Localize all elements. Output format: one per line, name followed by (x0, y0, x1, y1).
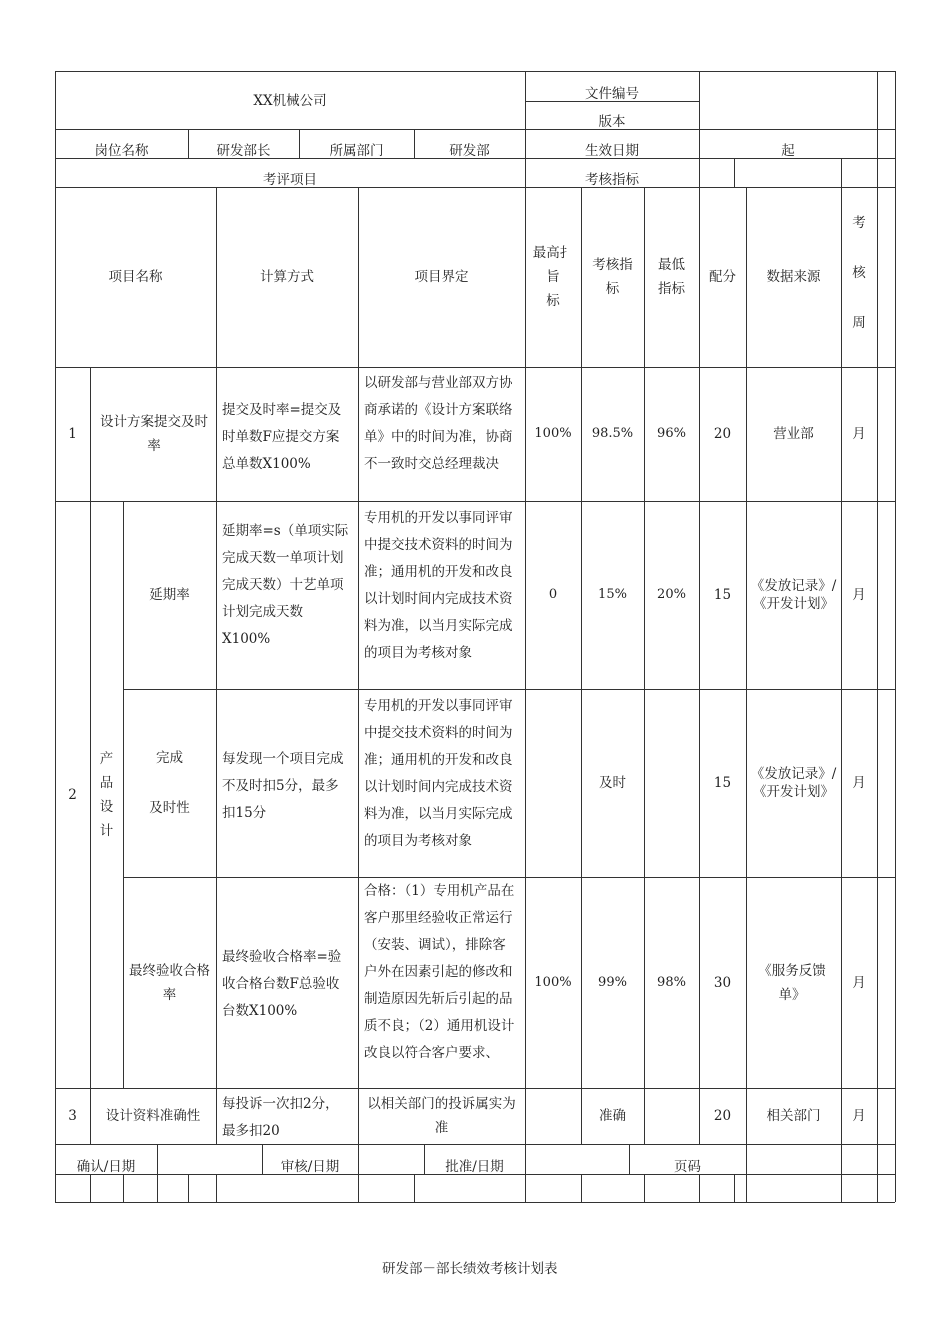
table-border-bottom (55, 1202, 895, 1203)
table-line (581, 1174, 582, 1202)
row-3-method: 每投诉一次扣2分，最多扣20 (222, 1096, 339, 1139)
row-3-period: 月 (852, 1108, 866, 1124)
row-2a-max: 0 (548, 587, 558, 602)
row-2c-target: 99% (598, 974, 627, 990)
row-2a-target: 15% (598, 587, 627, 602)
doc-no-label: 文件编号 (585, 86, 639, 102)
row-1-definition: 以研发部与营业部双方协商承诺的《设计方案联络单》中的时间为准，协商不一致时交总经理裁决 (364, 375, 513, 472)
col-header-method: 计算方式 (260, 269, 314, 285)
row-2c-name: 最终验收合格率 (129, 962, 210, 1003)
row-2b-weight: 15 (713, 775, 732, 791)
table-line (734, 158, 735, 187)
table-line (841, 158, 842, 187)
row-2a-definition: 专用机的开发以事同评审中提交技术资料的时间为准；通用机的开发和改良以计划时间内完成技术资料为准，以当月实际完成的项目为考核对象 (364, 510, 513, 661)
dept-value: 研发部 (449, 143, 490, 159)
row-1-source: 营业部 (773, 426, 814, 442)
row-1-name: 设计方案提交及时 率 (100, 414, 208, 454)
col-header-name: 项目名称 (108, 269, 163, 285)
row-2a-period: 月 (852, 587, 866, 603)
row-1-method: 提交及时率=提交及时单数F应提交方案总单数X100% (222, 402, 342, 472)
row-2c-weight: 30 (713, 974, 732, 991)
version-label: 版本 (598, 114, 626, 130)
col-header-min: 最低 指标 (658, 257, 685, 297)
table-line (699, 1174, 700, 1202)
col-header-definition: 项目界定 (414, 269, 469, 285)
table-line (877, 71, 878, 1202)
row-3-weight: 20 (713, 1108, 732, 1124)
table-line (55, 1144, 895, 1145)
effective-date-label: 生效日期 (585, 143, 639, 159)
row-2c-source: 《服务反馈单》 (758, 962, 826, 1003)
row-2b-target: 及时 (599, 775, 626, 791)
row-3-target: 准确 (599, 1108, 626, 1124)
row-2c-min: 98% (657, 974, 686, 990)
position-value: 研发部长 (216, 143, 271, 159)
row-1-min: 96% (657, 426, 686, 441)
row-2c-definition: 合格：（1）专用机产品在客户那里经验收正常运行（安装、调试），排除客户外在因素引起的修改和制造原因先斩后引起的品质不良；（2）通用机设计改良以符合客户要求、 (364, 883, 515, 1061)
row-3-max (525, 1088, 581, 1144)
row-3-definition: 以相关部门的投诉属实为准 (367, 1096, 516, 1136)
row-1-no: 1 (68, 426, 77, 442)
col-header-period: 考 核 周 (852, 214, 866, 331)
row-2c-method: 最终验收合格率=验收合格台数F总验收台数X100% (222, 949, 342, 1019)
dept-label: 所属部门 (329, 143, 384, 159)
eval-items-label: 考评项目 (263, 172, 317, 188)
table-border-right (895, 71, 896, 1202)
table-line (734, 1174, 735, 1202)
table-line (746, 1144, 747, 1202)
row-2c-period: 月 (852, 974, 866, 991)
row-1-target: 98.5% (591, 426, 634, 441)
row-1-period: 月 (852, 426, 866, 442)
confirm-date-label: 确认/日期 (76, 1159, 136, 1175)
row-3-no: 3 (68, 1108, 77, 1124)
row-3-min (644, 1088, 699, 1144)
col-header-weight: 配分 (709, 269, 736, 285)
page-number-label: 页码 (674, 1159, 701, 1175)
col-header-target: 考核指 标 (592, 257, 633, 297)
table-line (525, 1144, 526, 1202)
effective-date-value: 起 (781, 143, 795, 159)
row-2b-max (525, 689, 581, 877)
row-2-no: 2 (68, 786, 77, 803)
row-2c-max: 100% (534, 974, 572, 990)
row-2a-min: 20% (657, 587, 686, 602)
eval-index-label: 考核指标 (585, 172, 639, 188)
row-3-name: 设计资料准确性 (105, 1108, 201, 1124)
table-border-top (55, 71, 895, 72)
row-2-group-label: 产 品 设 计 (99, 750, 114, 839)
row-1-weight: 20 (713, 426, 732, 442)
row-2b-name: 完成 及时性 (149, 750, 190, 816)
company-name: XX机械公司 (253, 93, 327, 109)
document-footer-title: 研发部－部长绩效考核计划表 (382, 1261, 558, 1277)
table-line (841, 1144, 842, 1202)
row-2a-source: 《发放记录》/ 《开发计划》 (750, 578, 837, 612)
row-3-source: 相关部门 (766, 1108, 821, 1124)
table-line (55, 129, 895, 130)
col-header-source: 数据来源 (766, 269, 821, 285)
table-line (644, 1174, 645, 1202)
table-line (188, 1174, 189, 1202)
table-line (358, 1144, 359, 1202)
review-date-label: 审核/日期 (280, 1159, 340, 1175)
table-line (157, 1144, 158, 1202)
row-2a-weight: 15 (713, 587, 732, 603)
row-2b-period: 月 (852, 775, 866, 791)
table-line (699, 71, 700, 187)
position-label: 岗位名称 (94, 143, 149, 159)
row-2a-method: 延期率=s（单项实际完成天数一单项计划完成天数）十艺单项计划完成天数 X100% (222, 523, 349, 647)
approve-date-label: 批准/日期 (445, 1159, 504, 1175)
row-2b-definition: 专用机的开发以事同评审中提交技术资料的时间为准；通用机的开发和改良以计划时间内完成技术资料为准，以当月实际完成的项目为考核对象 (364, 698, 513, 849)
row-2b-method: 每发现一个项目完成不及时扣5分，最多扣15分 (222, 751, 344, 821)
row-2b-source: 《发放记录》/ 《开发计划》 (750, 766, 837, 800)
col-header-max: 最高扌 旨 标 (532, 245, 574, 309)
table-line (414, 1174, 415, 1202)
row-2a-name: 延期率 (149, 587, 190, 603)
table-line (216, 1174, 217, 1202)
row-2b-min (644, 689, 699, 877)
table-line (90, 1174, 91, 1202)
table-line (123, 1174, 124, 1202)
row-1-max: 100% (534, 426, 572, 441)
